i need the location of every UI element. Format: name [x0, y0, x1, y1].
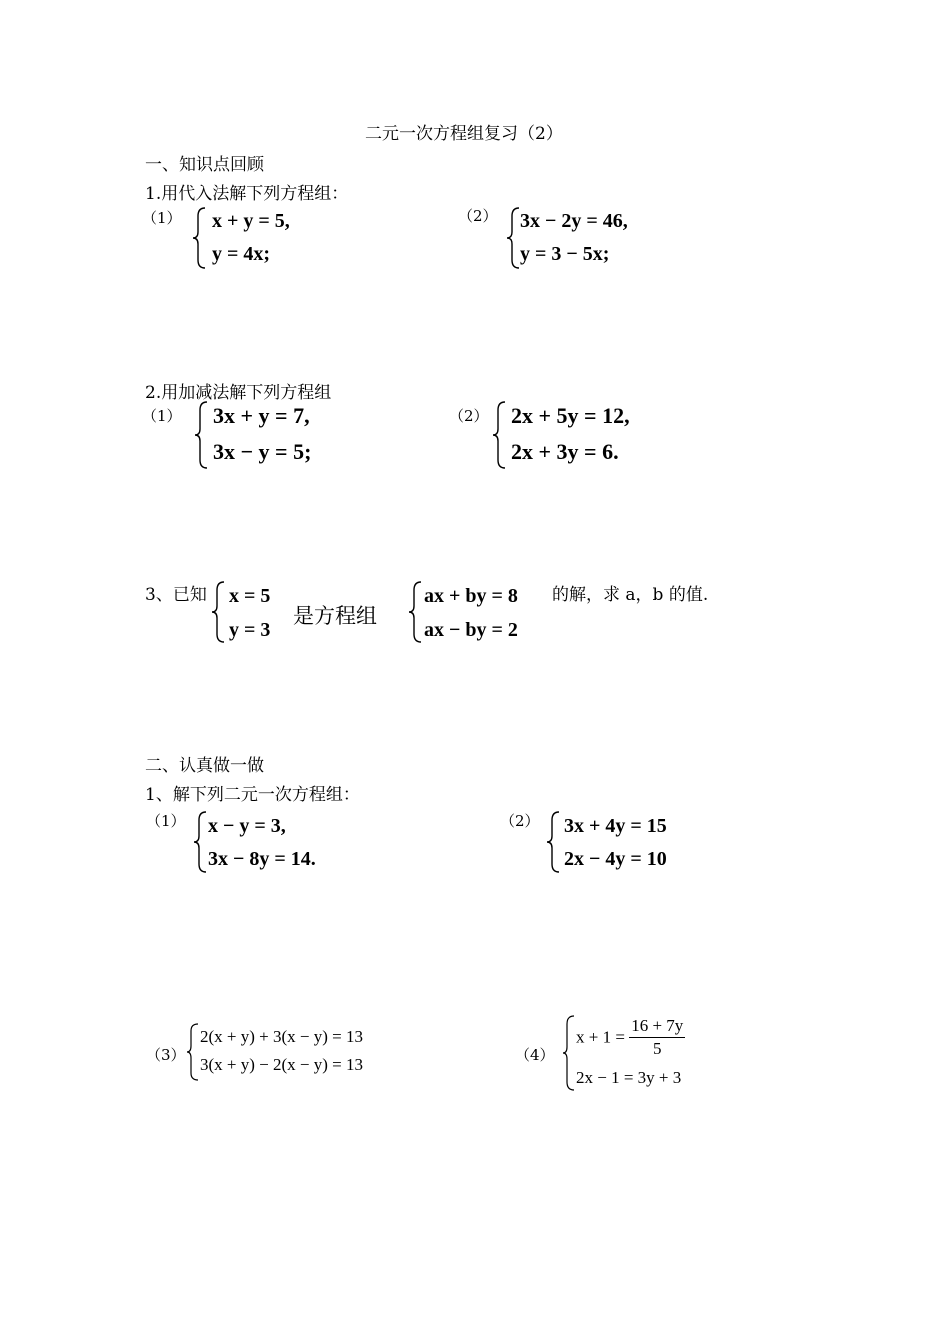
fraction-numerator: 16 + 7y	[629, 1016, 685, 1038]
fraction-equation	[576, 1016, 685, 1059]
known-solution-y: y = 3	[229, 619, 271, 641]
problem-tag: （2）	[458, 207, 498, 225]
page-title: 二元一次方程组复习（2）	[365, 124, 563, 144]
equation: x − y = 3,	[208, 815, 286, 837]
left-brace	[408, 580, 424, 644]
section-heading-review: 一、知识点回顾	[145, 155, 264, 175]
equation: y = 4x;	[212, 243, 271, 265]
section-heading-practice: 二、认真做一做	[145, 756, 264, 776]
left-brace	[211, 580, 227, 644]
left-brace	[192, 206, 208, 270]
question-2-label: 2.用加减法解下列方程组	[145, 383, 332, 403]
problem-tag: （2）	[500, 812, 540, 830]
equation: 2x − 4y = 10	[564, 848, 667, 870]
equation: 3x + y = 7,	[213, 403, 310, 428]
question-3-label: 3、已知	[145, 585, 207, 605]
left-brace	[492, 400, 508, 470]
left-brace	[194, 400, 210, 470]
middle-text: 是方程组	[293, 604, 377, 628]
left-brace	[546, 810, 562, 874]
left-brace	[562, 1014, 576, 1092]
equation: 3x − y = 5;	[213, 439, 312, 464]
known-solution-x: x = 5	[229, 585, 271, 607]
question-3-tail: 的解，求 a，b 的值.	[552, 585, 709, 605]
equation-left: x + 1 =	[576, 1027, 625, 1047]
equation: ax + by = 8	[424, 585, 518, 607]
problem-tag: （1）	[142, 407, 182, 425]
question-1-label: 1.用代入法解下列方程组：	[145, 184, 349, 204]
equation: 3x + 4y = 15	[564, 815, 667, 837]
equation: 3(x + y) − 2(x − y) = 13	[200, 1055, 363, 1074]
left-brace	[193, 810, 209, 874]
problem-tag: （1）	[146, 812, 186, 830]
equation: x + y = 5,	[212, 210, 290, 232]
fraction-denominator: 5	[652, 1039, 662, 1058]
equation: ax − by = 2	[424, 619, 518, 641]
problem-tag: （2）	[449, 407, 489, 425]
fraction	[629, 1016, 685, 1059]
left-brace	[186, 1022, 200, 1082]
equation: 2(x + y) + 3(x − y) = 13	[200, 1027, 363, 1046]
equation: 2x − 1 = 3y + 3	[576, 1068, 682, 1087]
equation: 2x + 3y = 6.	[511, 439, 619, 464]
problem-tag: （1）	[142, 209, 182, 227]
problem-tag: （3）	[146, 1046, 186, 1064]
equation: y = 3 − 5x;	[520, 243, 610, 265]
practice-1-label: 1、解下列二元一次方程组：	[145, 785, 360, 805]
equation: 3x − 2y = 46,	[520, 210, 628, 232]
problem-tag: （4）	[515, 1046, 555, 1064]
equation: 2x + 5y = 12,	[511, 403, 630, 428]
equation: 3x − 8y = 14.	[208, 848, 316, 870]
